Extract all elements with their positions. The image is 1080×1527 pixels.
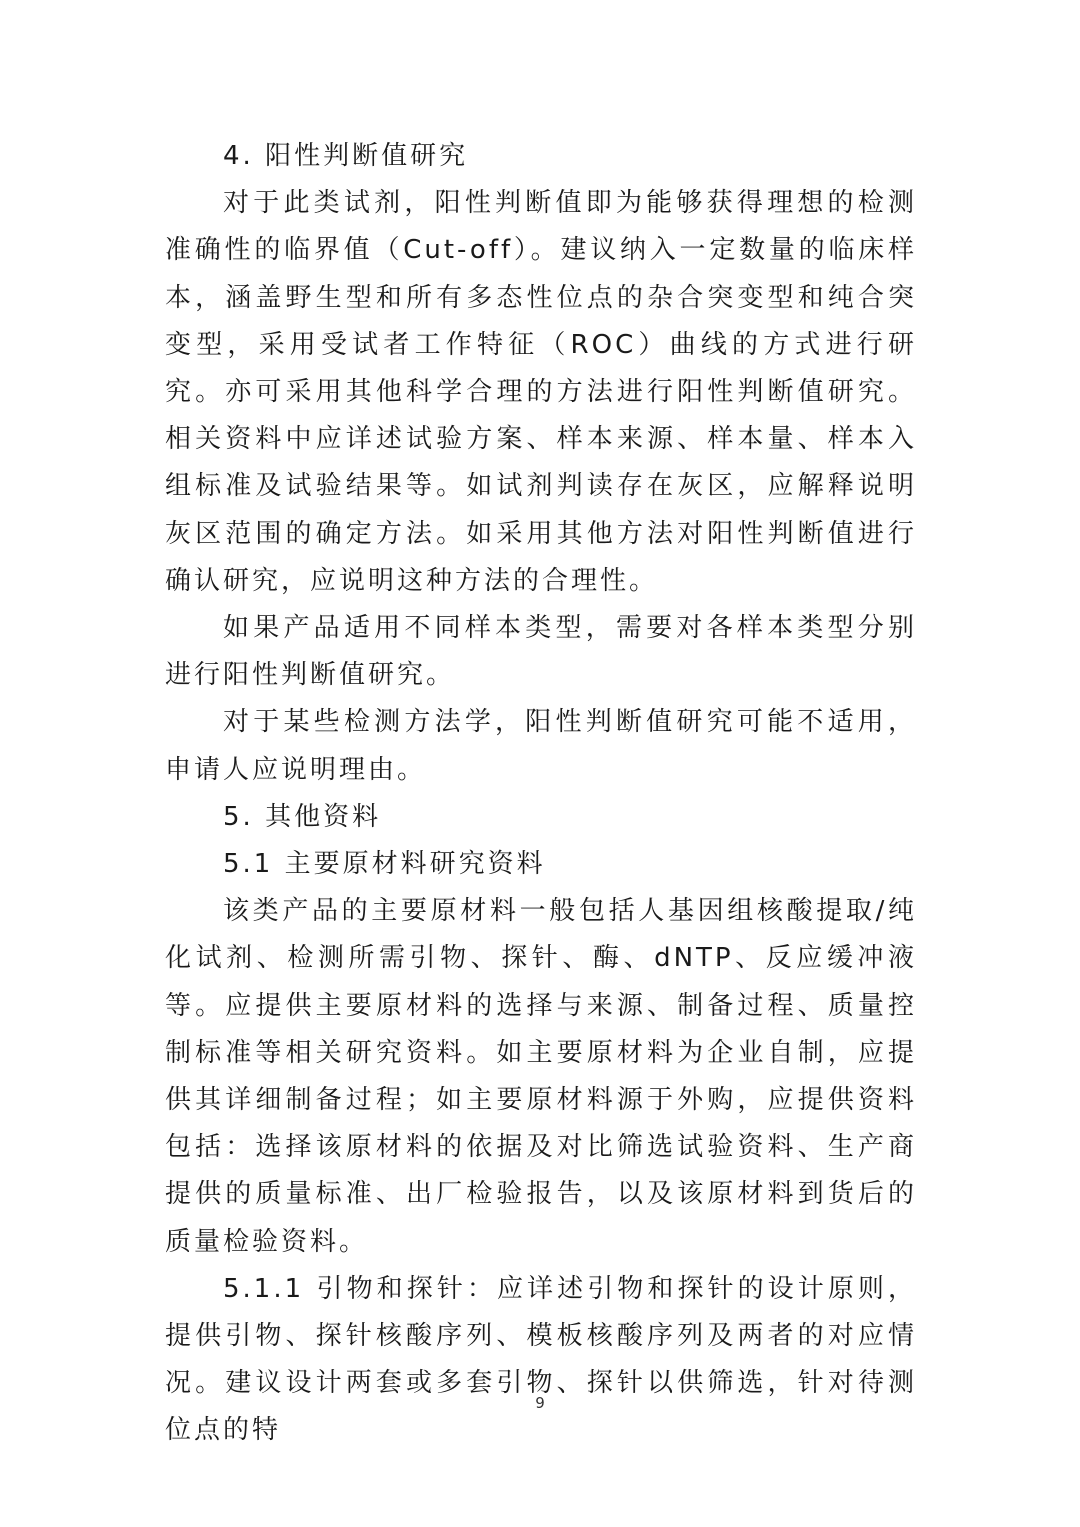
paragraph-primers-probes: 5.1.1 引物和探针：应详述引物和探针的设计原则，提供引物、探针核酸序列、模板核酸序列及两者的对应情况。建议设计两套或多套引物、探针以供筛选，针对待测位点的特 [165, 1273, 917, 1446]
paragraph-cutoff-study: 对于此类试剂，阳性判断值即为能够获得理想的检测准确性的临界值（Cut-off）。建议纳入一定数量的临床样本，涵盖野生型和所有多态性位点的杂合突变型和纯合突变型，采用受试者工作特征（ROC）曲线的方式进行研究。亦可采用其他科学合理的方法进行阳性判断值研究。相关资料中应详述试验方案、样本来源、样本量、样本入组标准及试验结果等。如试剂判读存在灰区，应解释说明灰区范围的确定方法。如采用其他方法对阳性判断值进行确认研究，应说明这种方法的合理性。 [165, 188, 917, 596]
paragraph-methodology-exception: 对于某些检测方法学，阳性判断值研究可能不适用，申请人应说明理由。 [165, 707, 917, 785]
page-number: 9 [535, 1394, 545, 1412]
section-heading-positive-cutoff: 4. 阳性判断值研究 [223, 141, 469, 171]
subsection-heading-raw-materials: 5.1 主要原材料研究资料 [223, 849, 546, 880]
paragraph-raw-materials: 该类产品的主要原材料一般包括人基因组核酸提取/纯化试剂、检测所需引物、探针、酶、dNTP、反应缓冲液等。应提供主要原材料的选择与来源、制备过程、质量控制标准等相关研究资料。如主要原材料为企业自制，应提供其详细制备过程；如主要原材料源于外购，应提供资料包括：选择该原材料的依据及对比筛选试验资料、生产商提供的质量标准、出厂检验报告，以及该原材料到货后的质量检验资料。 [165, 896, 917, 1257]
section-heading-other-materials: 5. 其他资料 [223, 801, 382, 832]
document-body [165, 133, 917, 1455]
paragraph-sample-types: 如果产品适用不同样本类型，需要对各样本类型分别进行阳性判断值研究。 [165, 613, 917, 691]
